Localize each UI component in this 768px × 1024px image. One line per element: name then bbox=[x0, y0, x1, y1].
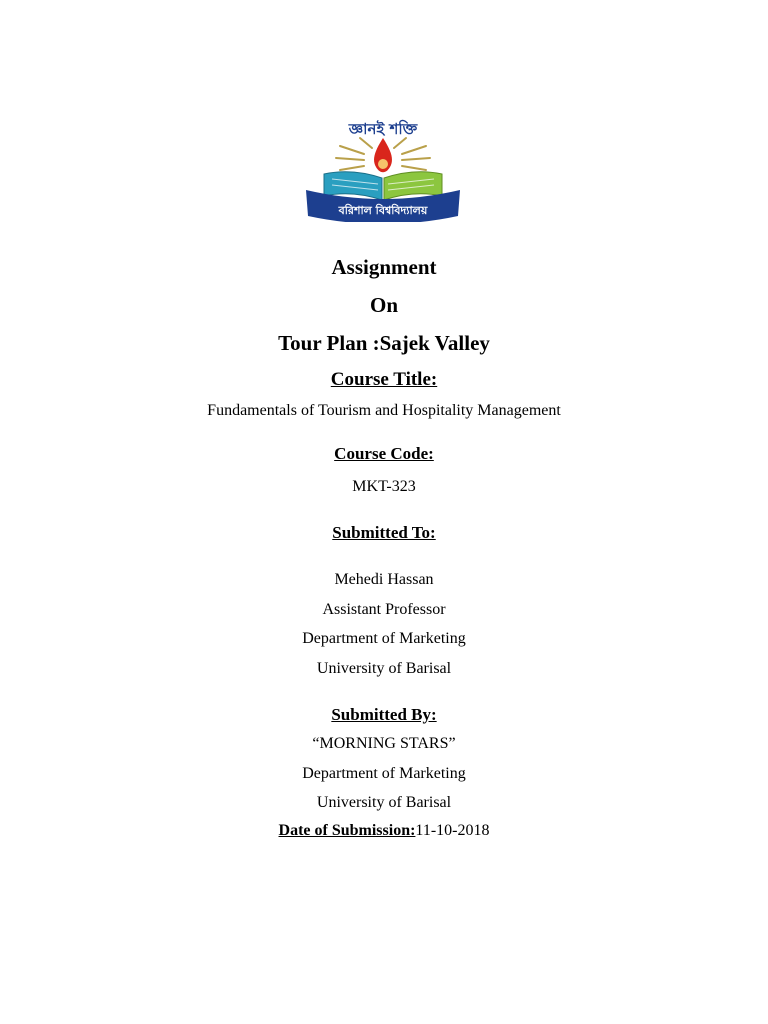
submitted-to-label: Submitted To: bbox=[332, 523, 436, 542]
submitted-to-department: Department of Marketing bbox=[302, 630, 466, 647]
submitted-to-designation: Assistant Professor bbox=[322, 601, 446, 618]
submitted-by-group: “MORNING STARS” bbox=[312, 735, 456, 752]
course-code-value: MKT-323 bbox=[352, 478, 416, 495]
svg-text:বরিশাল বিশ্ববিদ্যালয়: বরিশাল বিশ্ববিদ্যালয় bbox=[338, 204, 428, 217]
submitted-to-university: University of Barisal bbox=[316, 660, 452, 677]
title-assignment: Assignment bbox=[331, 255, 437, 279]
submitted-by-department: Department of Marketing bbox=[302, 765, 466, 782]
submitted-to-name: Mehedi Hassan bbox=[334, 571, 434, 588]
svg-text:জ্ঞানই শক্তি: জ্ঞানই শক্তি bbox=[348, 120, 418, 138]
course-code-label: Course Code: bbox=[334, 444, 434, 463]
date-label: Date of Submission: bbox=[278, 822, 416, 839]
course-title-value: Fundamentals of Tourism and Hospitality Management bbox=[207, 402, 561, 419]
course-title-label: Course Title: bbox=[330, 369, 438, 390]
submitted-by-university: University of Barisal bbox=[316, 794, 452, 811]
date-value: 11-10-2018 bbox=[415, 822, 490, 839]
university-emblem-icon bbox=[302, 112, 464, 222]
title-tour-plan: Tour Plan :Sajek Valley bbox=[278, 331, 490, 355]
submitted-by-label: Submitted By: bbox=[331, 705, 437, 724]
title-on: On bbox=[369, 293, 398, 317]
date-of-submission bbox=[0, 822, 768, 840]
